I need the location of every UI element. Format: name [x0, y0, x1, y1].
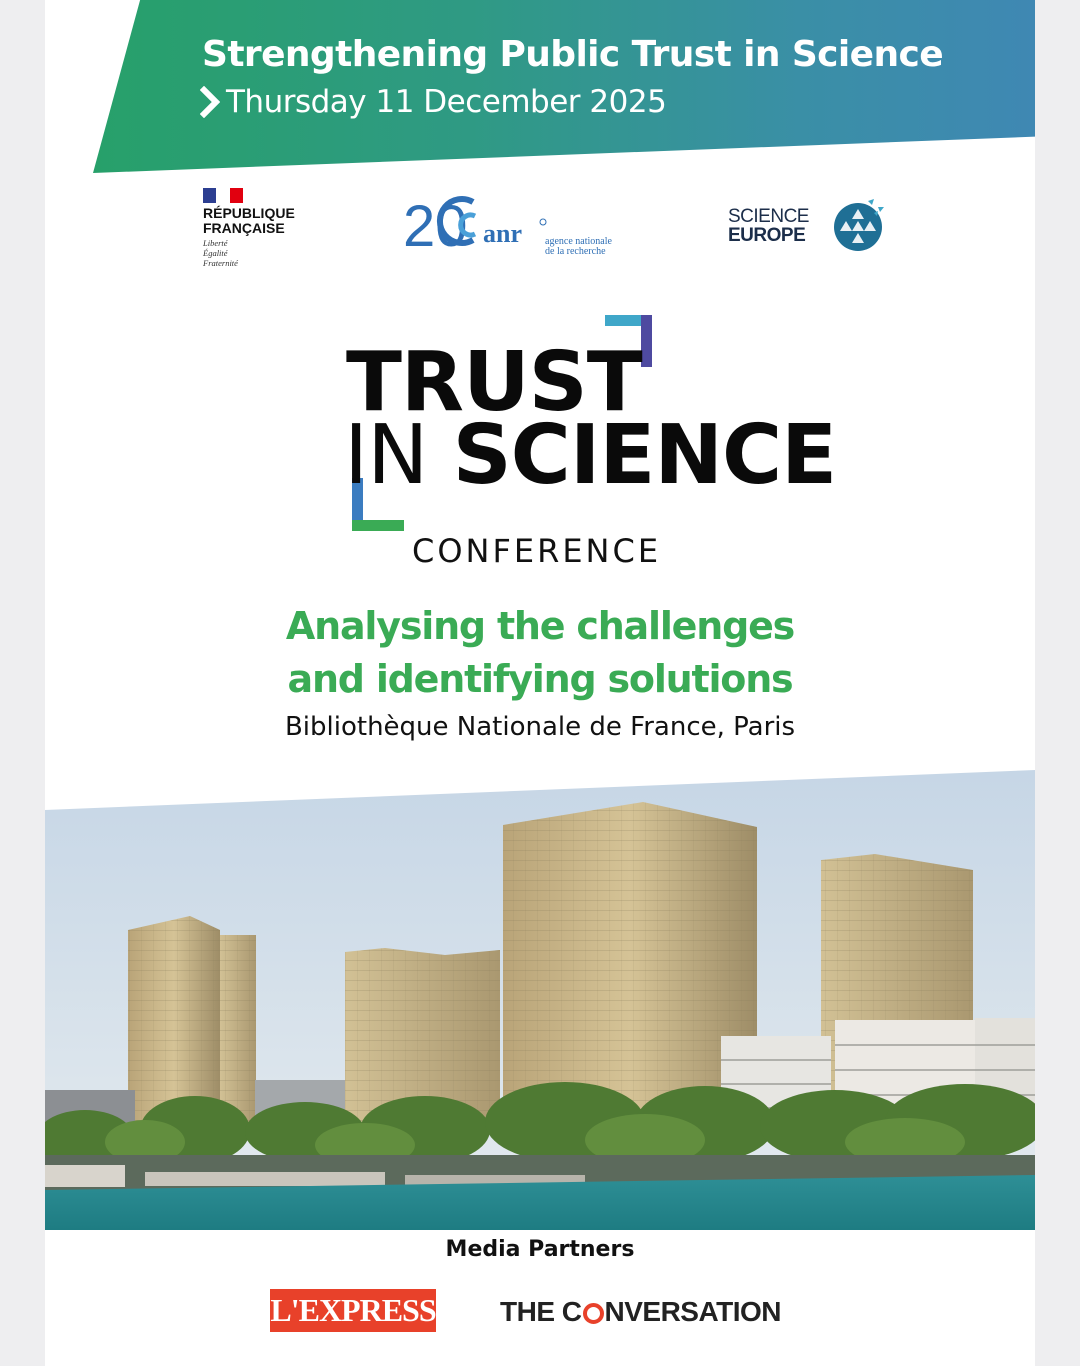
- bnf-towers-photo: [45, 770, 1035, 1230]
- se-line1: SCIENCE: [728, 206, 809, 227]
- anr-logo: [403, 188, 633, 260]
- title-science: SCIENCE: [452, 408, 837, 503]
- rf-motto-fraternite: Fraternité: [203, 258, 238, 268]
- science-europe-logo: [728, 195, 888, 255]
- republique-francaise-logo: [203, 188, 295, 268]
- se-line2: EUROPE: [728, 225, 806, 246]
- anr-name: anr: [483, 219, 522, 248]
- subtitle-line1: Analysing the challenges: [285, 604, 795, 648]
- media-partners-title: Media Partners: [445, 1237, 635, 1262]
- lexpress-logo: L'EXPRESS: [270, 1289, 436, 1332]
- title-conference: CONFERENCE: [412, 532, 662, 570]
- anr-tagline-2: de la recherche: [545, 246, 606, 257]
- chevron-right-icon: [200, 86, 220, 118]
- rf-motto-liberte: Liberté: [203, 238, 228, 248]
- title-in: IN: [344, 408, 428, 503]
- event-title: Strengthening Public Trust in Science: [202, 34, 944, 75]
- speech-bubble-o-icon: [583, 1303, 604, 1324]
- conversation-text-after: NVERSATION: [604, 1296, 781, 1327]
- the-conversation-logo: [500, 1292, 781, 1332]
- globe-icon: [828, 195, 888, 255]
- title-block: [300, 312, 837, 582]
- marianne-flag-icon: [203, 188, 243, 203]
- rf-name-line1: RÉPUBLIQUE: [203, 205, 295, 221]
- subtitle-line2: and identifying solutions: [287, 657, 793, 701]
- anr-anniversary: 20: [403, 194, 468, 259]
- poster: [45, 0, 1035, 1366]
- event-date-text: Thursday 11 December 2025: [226, 84, 667, 120]
- rf-motto-egalite: Égalité: [203, 248, 228, 258]
- conversation-text-before: THE C: [500, 1296, 582, 1327]
- anr-tagline-1: agence nationale: [545, 236, 612, 247]
- venue: Bibliothèque Nationale de France, Paris: [284, 712, 796, 742]
- title-in-science: [344, 408, 837, 503]
- subtitle: [45, 600, 1035, 706]
- title-trust: TRUST: [346, 335, 642, 430]
- event-date: [200, 84, 666, 120]
- rf-name-line2: FRANÇAISE: [203, 220, 285, 236]
